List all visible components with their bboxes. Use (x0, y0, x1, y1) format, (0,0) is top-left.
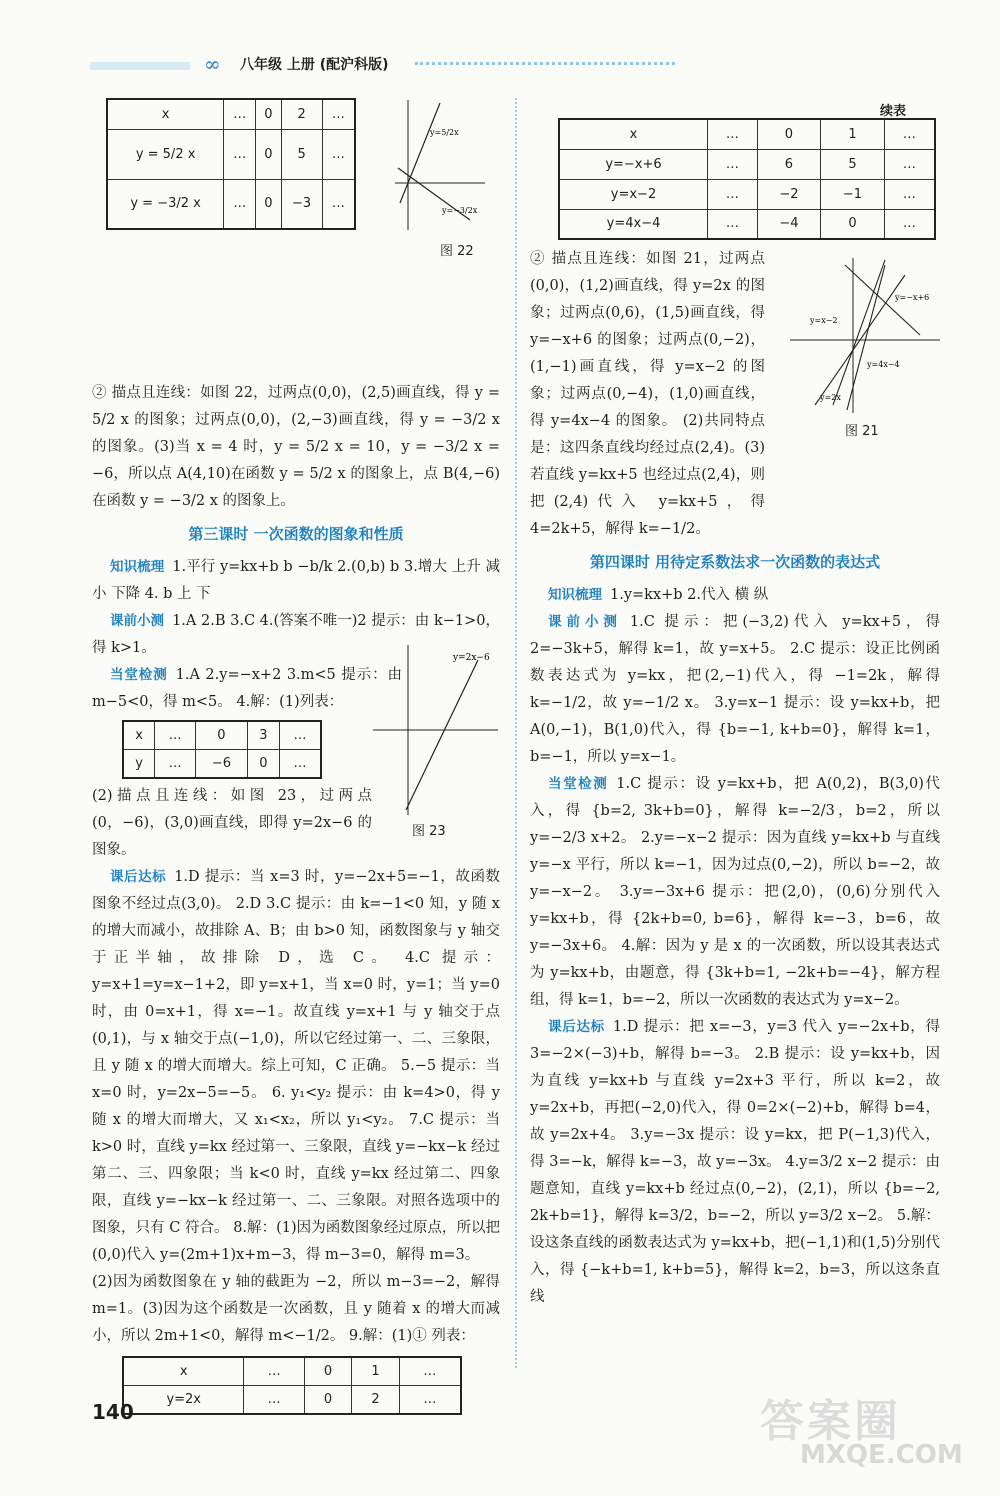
table-values-2 (122, 720, 322, 779)
cell: … (708, 209, 758, 239)
cell: x (123, 1357, 244, 1386)
cell: y=x−2 (559, 179, 708, 209)
header-dots (415, 62, 675, 65)
logo-icon: ∞ (204, 52, 219, 76)
cell: … (155, 750, 196, 779)
label-classcheck: 当堂检测 (110, 667, 168, 683)
header-band (90, 62, 190, 70)
cell: y = 5/2 x (107, 129, 224, 179)
cell: −4 (757, 209, 821, 239)
text: 1.D 提示：把 x=−3，y=3 代入 y=−2x+b，得 3=−2×(−3)+b，解得 b=−3。 2.B 提示：设 y=kx+b，因为直线 y=kx+b 与直线 y=2x+3 平行，所以 k=2，故 y=2x+b，再把(−2,0)代入，得 0=2×(−2)+b，解得 b=4，故 y=2x+4。 3.y=−3x 提示：设 y=kx，把 P(−1,3)代入，得 3=−k，解得 k=−3，故 y=−3x。 4.y=3/2 x−2 提示：由题意知，直线 y=kx+b 经过点(0,−2)，(2,1)，所以 {b=−2, 2k+b=1}，解得 k=3/2，b=−2，所以 y=3/2 x−2。 5.解：设这条直线的函数表达式为 y=kx+b，把(−1,1)和(1,5)分别代入，得 {−k+b=1, k+b=5}，解得 k=2，b=3，所以这条直线 (530, 1019, 940, 1305)
cell: x (107, 99, 224, 129)
label-l4: y=2x (820, 393, 841, 402)
paragraph (530, 582, 940, 609)
cell: … (322, 129, 355, 179)
column-divider (515, 98, 517, 1368)
continued-label: 续表 (880, 104, 907, 119)
cell: … (279, 750, 321, 779)
cell: … (708, 119, 758, 149)
section-title-3: 第三课时 一次函数的图象和性质 (188, 525, 404, 543)
label-line1: y=5/2x (430, 128, 459, 137)
line-2x (833, 260, 885, 405)
section-title-4: 第四课时 用待定系数法求一次函数的表达式 (589, 553, 881, 571)
cell: y=−x+6 (559, 149, 708, 179)
cell: x (559, 119, 708, 149)
label-pretest: 课前小测 (548, 614, 622, 630)
label-knowledge: 知识梳理 (548, 587, 602, 603)
label-line: y=2x−6 (453, 653, 490, 663)
label-l2: y=x−2 (810, 316, 838, 325)
watermark-site: MXQE.COM (800, 1440, 963, 1470)
cell: y = −3/2 x (107, 179, 224, 229)
text: 1.平行 y=kx+b b −b/k 2.(0,b) b 3.增大 上升 减小 下降 4. b 上 下 (92, 559, 501, 602)
cell: 5 (821, 149, 885, 179)
cell: 0 (247, 750, 279, 779)
cell: … (155, 721, 196, 750)
figure-21-caption: 图 21 (845, 424, 879, 439)
cell: … (322, 99, 355, 129)
cell: … (708, 179, 758, 209)
label-pretest: 课前小测 (110, 613, 165, 629)
cell: 0 (256, 179, 281, 229)
paragraph: (2)描点且连线：如图 23，过两点(0，−6)，(3,0)画直线，即得 y=2x−6 的图象。 (92, 788, 372, 858)
cell: … (884, 149, 935, 179)
cell: x (123, 721, 155, 750)
paragraph (92, 554, 500, 608)
text: 1.A 2.B 3.C 4.(答案不唯一)2 提示：由 k−1>0，得 k>1。 (92, 613, 500, 656)
label-l3: y=4x−4 (867, 360, 900, 369)
cell: 2 (281, 99, 322, 129)
cell: … (399, 1386, 461, 1415)
line-5-2x (400, 103, 440, 203)
paragraph (530, 1014, 940, 1311)
cell: … (224, 99, 256, 129)
cell: y=4x−4 (559, 209, 708, 239)
book-title: 八年级 上册 (配沪科版) (240, 57, 389, 73)
cell: … (244, 1386, 304, 1415)
label-l1: y=−x+6 (895, 293, 930, 302)
line-2x-6 (406, 660, 478, 810)
cell: … (322, 179, 355, 229)
label-line2: y=−3/2x (442, 206, 478, 215)
text: 1.y=kx+b 2.代入 横 纵 (610, 587, 769, 603)
paragraph: (2)因为函数图象在 y 轴的截距为 −2，所以 m−3=−2，解得 m=1。(3)因为这个函数是一次函数，且 y 随着 x 的增大而减小，所以 2m+1<0，解得 m<−1/2。 9.解：(1)① 列表： (92, 1274, 500, 1344)
label-classcheck: 当堂检测 (548, 776, 609, 792)
cell: 6 (757, 149, 821, 179)
table-values-3 (122, 1356, 462, 1415)
label-homework: 课后达标 (110, 869, 167, 885)
figure-22-caption: 图 22 (440, 244, 474, 259)
paragraph: ② 描点且连线：如图 22，过两点(0,0)，(2,5)画直线，得 y = 5/2 x 的图象；过两点(0,0)，(2,−3)画直线，得 y = −3/2 x 的图象。(3)当 x = 4 时，y = 5/2 x = 10，y = −3/2 x = −6，所以点 A(4,10)在函数 y = 5/2 x 的图象上，点 B(4,−6)在函数 y = −3/2 x 的图象上。 (92, 385, 500, 509)
paragraph (530, 771, 940, 1014)
cell: … (884, 209, 935, 239)
paragraph (92, 864, 500, 1269)
cell: … (884, 179, 935, 209)
figure-21-graph (785, 255, 945, 415)
text: 1.A 2.y=−x+2 3.m<5 提示：由 m−5<0，得 m<5。 4.解：(1)列表： (92, 667, 402, 710)
cell: 0 (256, 129, 281, 179)
cell: … (244, 1357, 304, 1386)
cell: −2 (757, 179, 821, 209)
cell: −6 (195, 750, 247, 779)
cell: 1 (821, 119, 885, 149)
cell: −3 (281, 179, 322, 229)
figure-22-graph (390, 95, 490, 235)
cell: 0 (304, 1357, 351, 1386)
label-knowledge: 知识梳理 (110, 559, 165, 575)
page-header (0, 40, 1000, 80)
cell: … (224, 179, 256, 229)
cell: … (399, 1357, 461, 1386)
figure-23-graph (368, 640, 503, 820)
watermark: 答案圈 (760, 1396, 901, 1447)
cell: y (123, 750, 155, 779)
table-values-1 (106, 98, 356, 230)
cell: 0 (195, 721, 247, 750)
text: 1.C 提示：把(−3,2)代入 y=kx+5，得 2=−3k+5，解得 k=1，故 y=x+5。 2.C 提示：设正比例函数表达式为 y=kx，把(2,−1)代入，得 −1=2k，解得 k=−1/2，故 y=−1/2 x。 3.y=x−1 提示：设 y=kx+b，把 A(0,−1)，B(1,0)代入，得 {b=−1, k+b=0}，解得 k=1，b=−1，所以 y=x−1。 (530, 614, 940, 765)
paragraph (92, 662, 402, 716)
cell: 1 (352, 1357, 399, 1386)
figure-23-caption: 图 23 (412, 824, 446, 839)
cell: 0 (757, 119, 821, 149)
text: 1.D 提示：当 x=3 时，y=−2x+5=−1，故函数图象不经过点(3,0)。 2.D 3.C 提示：由 k=−1<0 知，y 随 x 的增大而减小，故排除 A、B；由 b>0 知，函数图象与 y 轴交于正半轴，故排除 D，选 C。 4.C 提示：y=x+1=y=x−1+2，即 y=x+1，当 x=0 时，y=1；当 y=0 时，由 0=x+1，得 x=−1。故直线 y=x+1 与 y 轴交于点(0,1)，与 x 轴交于点(−1,0)，所以它经过第一、二、三象限，且 y 随 x 的增大而增大。综上可知，C 正确。 5.−5 提示：当 x=0 时，y=2x−5=−5。 6. y₁<y₂ 提示：由 k=4>0，得 y 随 x 的增大而增大，又 x₁<x₂，所以 y₁<y₂。 7.C 提示：当 k>0 时，直线 y=kx 经过第一、三象限，直线 y=−kx−k 经过第二、三、四象限；当 k<0 时，直线 y=kx 经过第二、四象限，直线 y=−kx−k 经过第一、二、三象限。对照各选项中的图象，只有 C 符合。 8.解：(1)因为函数图象经过原点，所以把(0,0)代入 y=(2m+1)x+m−3，得 m−3=0，解得 m=3。 (92, 869, 500, 1263)
text: 1.C 提示：设 y=kx+b，把 A(0,2)，B(3,0)代入，得 {b=2, 3k+b=0}，解得 k=−2/3，b=2，所以 y=−2/3 x+2。 2.y=−x−2 提示：因为直线 y=kx+b 与直线 y=−x 平行，所以 k=−1，因为过点(0,−2)，所以 b=−2，故 y=−x−2。 3.y=−3x+6 提示：把(2,0)，(0,6)分别代入 y=kx+b，得 {2k+b=0, b=6}，解得 k=−3，b=6，故 y=−3x+6。 4.解：因为 y 是 x 的一次函数，所以设其表达式为 y=kx+b，由题意，得 {3k+b=1, −2k+b=−4}，解方程组，得 k=1，b=−2，所以一次函数的表达式为 y=x−2。 (530, 776, 940, 1008)
paragraph: ② 描点且连线：如图 21，过两点(0,0)，(1,2)画直线，得 y=2x 的图象；过两点(0,6)，(1,5)画直线，得 y=−x+6 的图象；过两点(0,−2)，(1,−1)画直线，得 y=x−2 的图象；过两点(0,−4)，(1,0)画直线，得 y=4x−4 的图象。 (2)共同特点是：这四条直线均经过点(2,4)。(3)若直线 y=kx+5 也经过点(2,4)，则把(2,4)代入 y=kx+5，得 4=2k+5，解得 k=−1/2。 (530, 251, 765, 537)
cell: … (884, 119, 935, 149)
table-values-4 (558, 118, 936, 240)
cell: 0 (256, 99, 281, 129)
cell: 2 (352, 1386, 399, 1415)
cell: … (708, 149, 758, 179)
cell: 5 (281, 129, 322, 179)
page-number: 140 (92, 1400, 134, 1424)
paragraph (530, 609, 940, 771)
cell: 0 (304, 1386, 351, 1415)
cell: 3 (247, 721, 279, 750)
cell: y=2x (123, 1386, 244, 1415)
cell: −1 (821, 179, 885, 209)
cell: … (279, 721, 321, 750)
cell: … (224, 129, 256, 179)
cell: 0 (821, 209, 885, 239)
label-homework: 课后达标 (548, 1019, 605, 1035)
